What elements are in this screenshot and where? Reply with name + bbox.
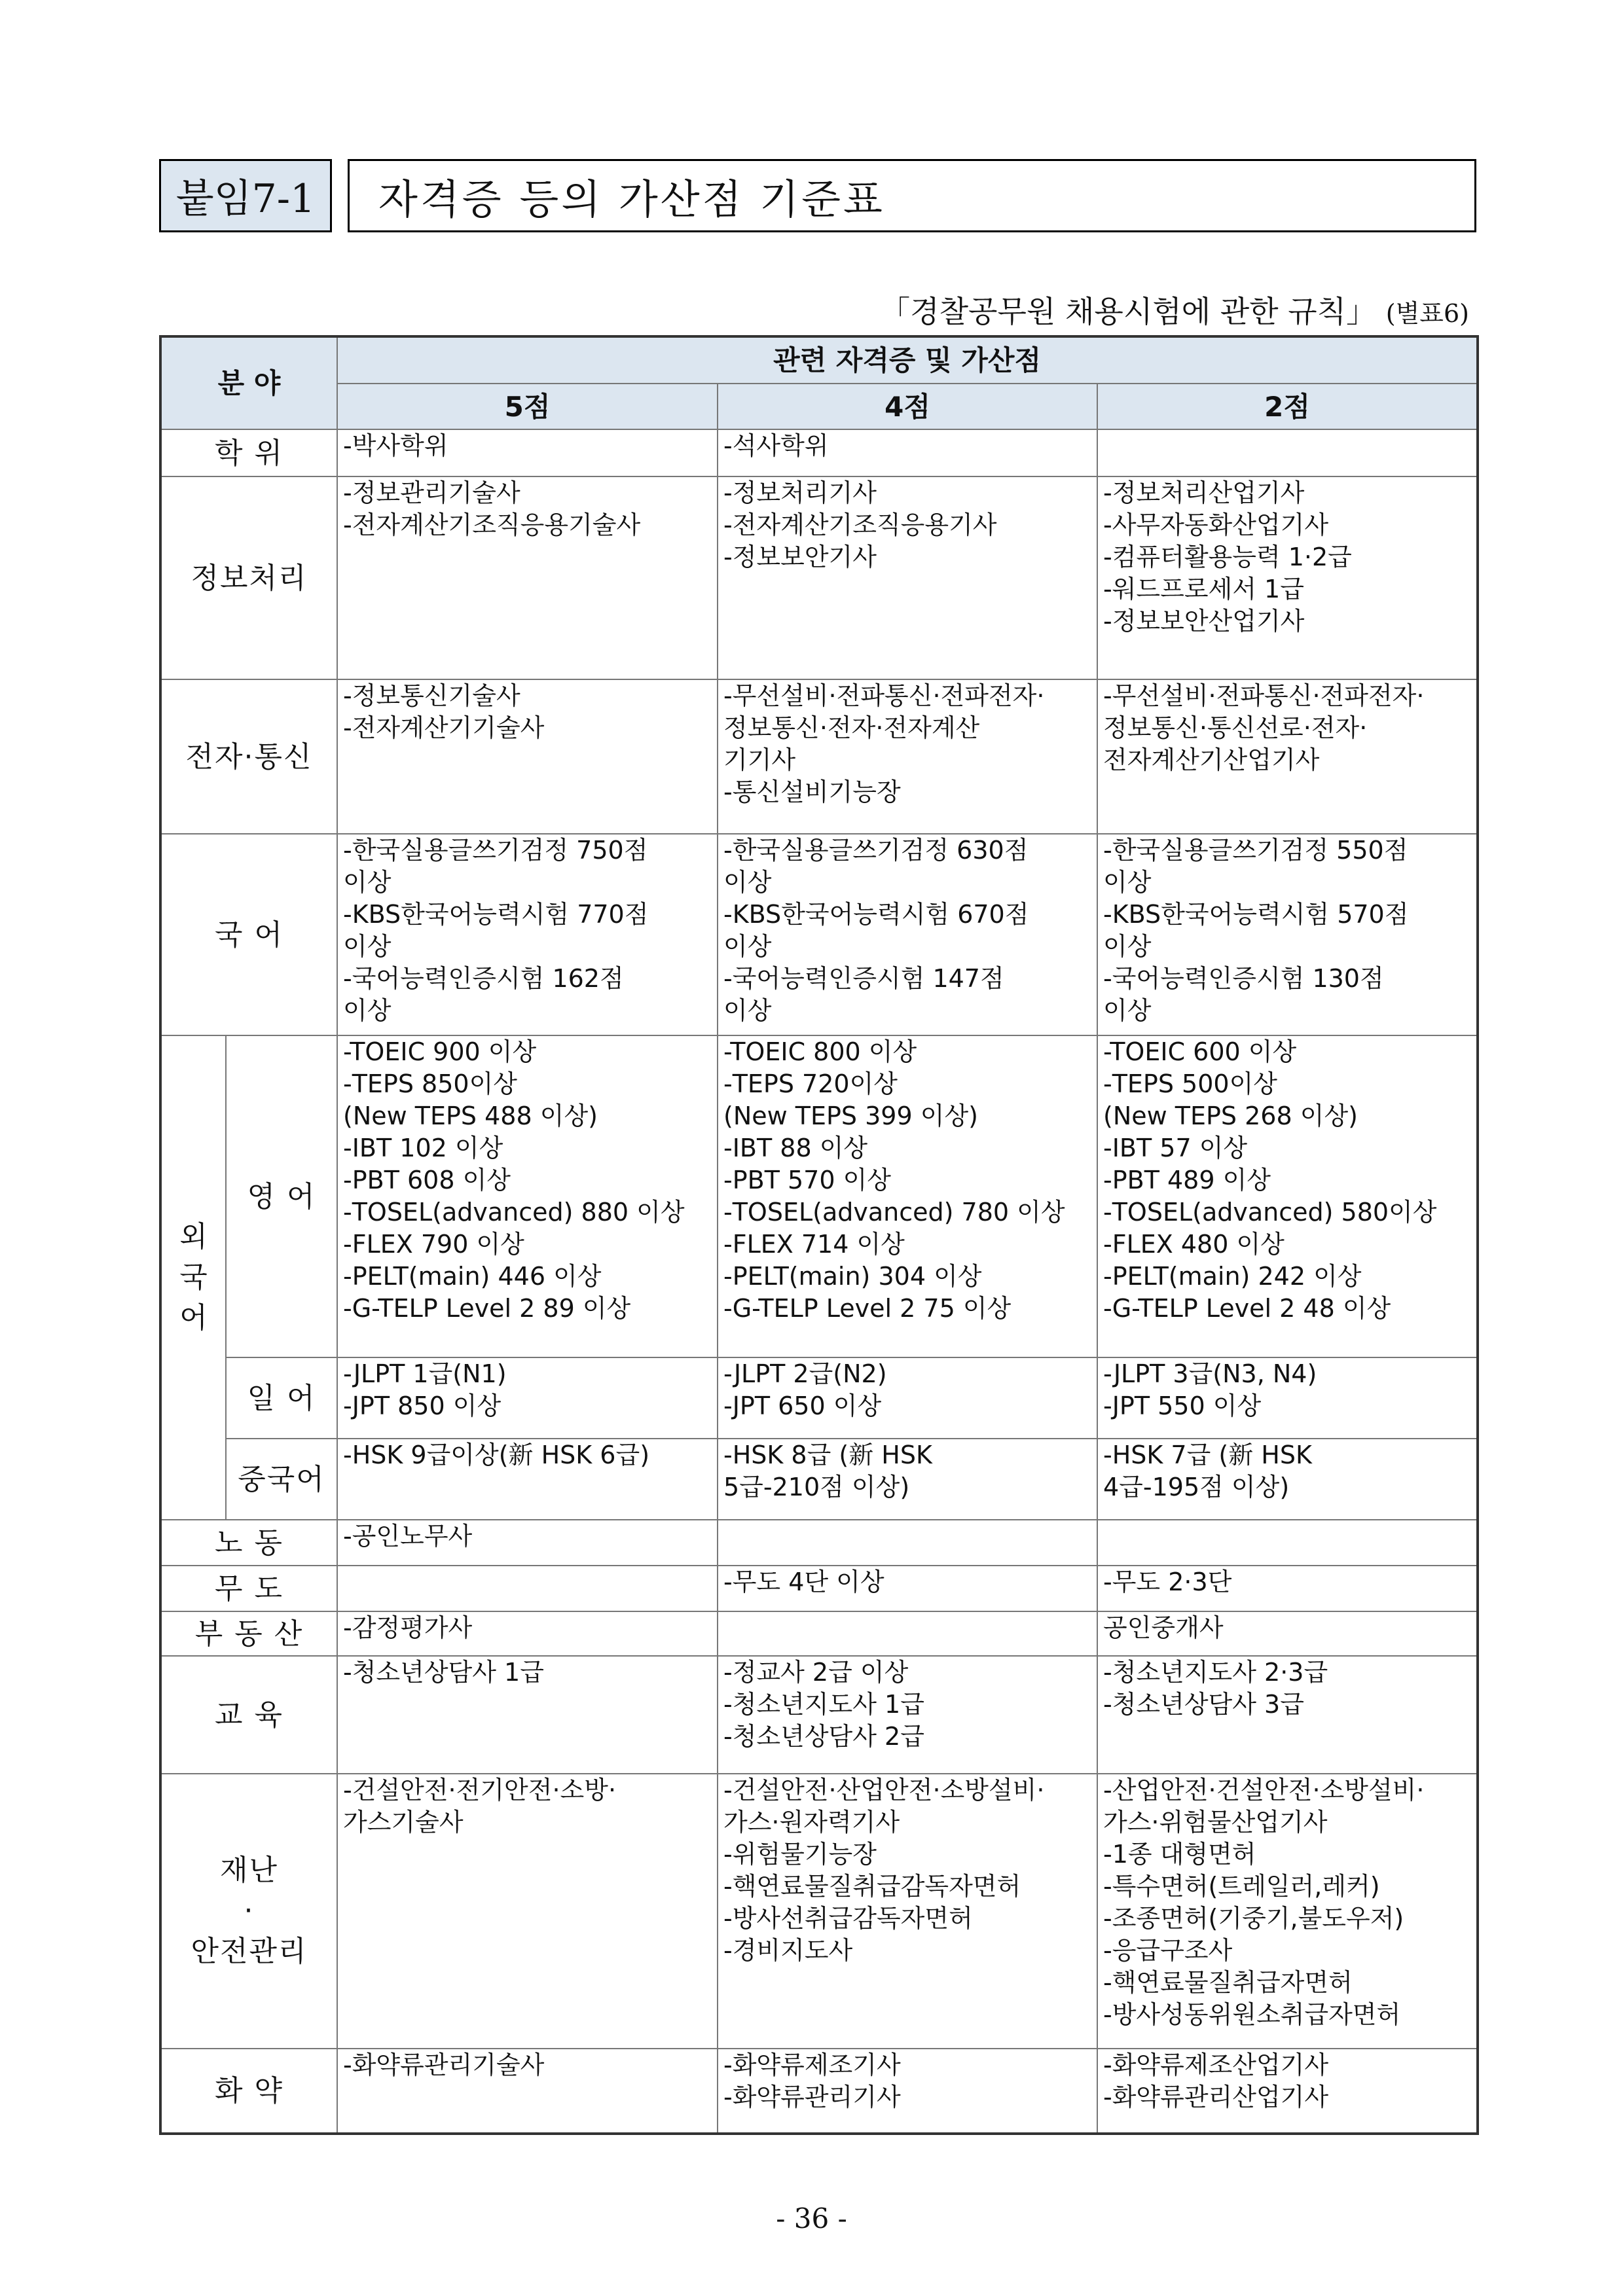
header-group: 관련 자격증 및 가산점 [337,336,1478,384]
cell-5: -한국실용글쓰기검정 750점 이상 -KBS한국어능력시험 770점 이상 -국어능력인증시험 162점 이상 [337,834,718,1035]
cell-2: -JLPT 3급(N3, N4) -JPT 550 이상 [1097,1357,1478,1439]
cell-5: -화약류관리기술사 [337,2049,718,2134]
cell-2 [1097,1520,1478,1566]
row-category: 노 동 [160,1520,337,1566]
row-category: 교 육 [160,1656,337,1774]
cell-2: -산업안전·건설안전·소방설비· 가스·위험물산업기사 -1종 대형면허 -특수면허(트레일러,레커) -조종면허(기중기,불도우저) -응급구조사 -핵연료물질취급자면허 -방사성동위원소취급자면허 [1097,1774,1478,2049]
table-row [160,1520,1478,1566]
header-2-points: 2점 [1097,384,1478,429]
cell-2 [1097,429,1478,476]
cell-4: -무선설비·전파통신·전파전자· 정보통신·전자·전자계산 기기사 -통신설비기능장 [718,679,1097,834]
cell-2: -HSK 7급 (新 HSK 4급-195점 이상) [1097,1439,1478,1520]
page-title: 자격증 등의 가산점 기준표 [348,159,1476,232]
row-category: 일 어 [226,1357,337,1439]
row-category: 국 어 [160,834,337,1035]
header-4-points: 4점 [718,384,1097,429]
cell-2: -청소년지도사 2·3급 -청소년상담사 3급 [1097,1656,1478,1774]
row-category: 전자·통신 [160,679,337,834]
table-row [160,2049,1478,2134]
cell-5: -청소년상담사 1급 [337,1656,718,1774]
source-note: (별표6) [1385,299,1469,328]
cell-4: -무도 4단 이상 [718,1566,1097,1611]
cell-4: -정보처리기사 -전자계산기조직응용기사 -정보보안기사 [718,476,1097,679]
cell-4: -한국실용글쓰기검정 630점 이상 -KBS한국어능력시험 670점 이상 -국어능력인증시험 147점 이상 [718,834,1097,1035]
cell-4: -석사학위 [718,429,1097,476]
table-row [160,1439,1478,1520]
header-5-points: 5점 [337,384,718,429]
cell-5: -JLPT 1급(N1) -JPT 850 이상 [337,1357,718,1439]
table-row [160,1035,1478,1357]
cell-5: -TOEIC 900 이상 -TEPS 850이상 (New TEPS 488 이상) -IBT 102 이상 -PBT 608 이상 -TOSEL(advanced) 880 이상 -FLEX 790 이상 -PELT(main) 446 이상 -G-TELP Level 2 89 이상 [337,1035,718,1357]
cell-5: -건설안전·전기안전·소방· 가스기술사 [337,1774,718,2049]
attachment-tag: 붙임7-1 [159,159,332,232]
cell-5: -박사학위 [337,429,718,476]
cell-2: -정보처리산업기사 -사무자동화산업기사 -컴퓨터활용능력 1·2급 -워드프로세서 1급 -정보보안산업기사 [1097,476,1478,679]
cell-2: -TOEIC 600 이상 -TEPS 500이상 (New TEPS 268 이상) -IBT 57 이상 -PBT 489 이상 -TOSEL(advanced) 580이상 -FLEX 480 이상 -PELT(main) 242 이상 -G-TELP Level 2 48 이상 [1097,1035,1478,1357]
cell-5: -정보관리기술사 -전자계산기조직응용기술사 [337,476,718,679]
page-number: - 36 - [776,2202,847,2234]
cell-2: -무선설비·전파통신·전파전자· 정보통신·통신선로·전자· 전자계산기산업기사 [1097,679,1478,834]
cell-4: -정교사 2급 이상 -청소년지도사 1급 -청소년상담사 2급 [718,1656,1097,1774]
cell-4 [718,1611,1097,1656]
row-category: 정보처리 [160,476,337,679]
cell-2: 공인중개사 [1097,1611,1478,1656]
table-row [160,679,1478,834]
cell-4: -건설안전·산업안전·소방설비· 가스·원자력기사 -위험물기능장 -핵연료물질취급감독자면허 -방사선취급감독자면허 -경비지도사 [718,1774,1097,2049]
cell-2: -화약류제조산업기사 -화약류관리산업기사 [1097,2049,1478,2134]
cell-5: -공인노무사 [337,1520,718,1566]
cell-4: -TOEIC 800 이상 -TEPS 720이상 (New TEPS 399 이상) -IBT 88 이상 -PBT 570 이상 -TOSEL(advanced) 780 이상 -FLEX 714 이상 -PELT(main) 304 이상 -G-TELP Level 2 75 이상 [718,1035,1097,1357]
cell-4: -HSK 8급 (新 HSK 5급-210점 이상) [718,1439,1097,1520]
cell-4: -화약류제조기사 -화약류관리기사 [718,2049,1097,2134]
source-reference [880,288,1469,331]
source-rule: 「경찰공무원 채용시험에 관한 규칙」 [880,294,1377,329]
cell-5: -감정평가사 [337,1611,718,1656]
cell-4 [718,1520,1097,1566]
table-row [160,1611,1478,1656]
cell-2: -무도 2·3단 [1097,1566,1478,1611]
row-category: 중국어 [226,1439,337,1520]
table-row [160,1357,1478,1439]
row-category: 영 어 [226,1035,337,1357]
table-row [160,429,1478,476]
cell-5 [337,1566,718,1611]
table-row [160,1566,1478,1611]
cell-4: -JLPT 2급(N2) -JPT 650 이상 [718,1357,1097,1439]
bonus-points-table [159,335,1479,2135]
cell-2: -한국실용글쓰기검정 550점 이상 -KBS한국어능력시험 570점 이상 -국어능력인증시험 130점 이상 [1097,834,1478,1035]
row-category: 재난 · 안전관리 [160,1774,337,2049]
table-row [160,834,1478,1035]
foreign-language-group: 외 국 어 [160,1035,226,1520]
header-field: 분 야 [160,336,337,429]
row-category: 학 위 [160,429,337,476]
row-category: 부 동 산 [160,1611,337,1656]
row-category: 무 도 [160,1566,337,1611]
table-row [160,1774,1478,2049]
table-row [160,1656,1478,1774]
table-row [160,476,1478,679]
row-category: 화 약 [160,2049,337,2134]
cell-5: -HSK 9급이상(新 HSK 6급) [337,1439,718,1520]
cell-5: -정보통신기술사 -전자계산기기술사 [337,679,718,834]
